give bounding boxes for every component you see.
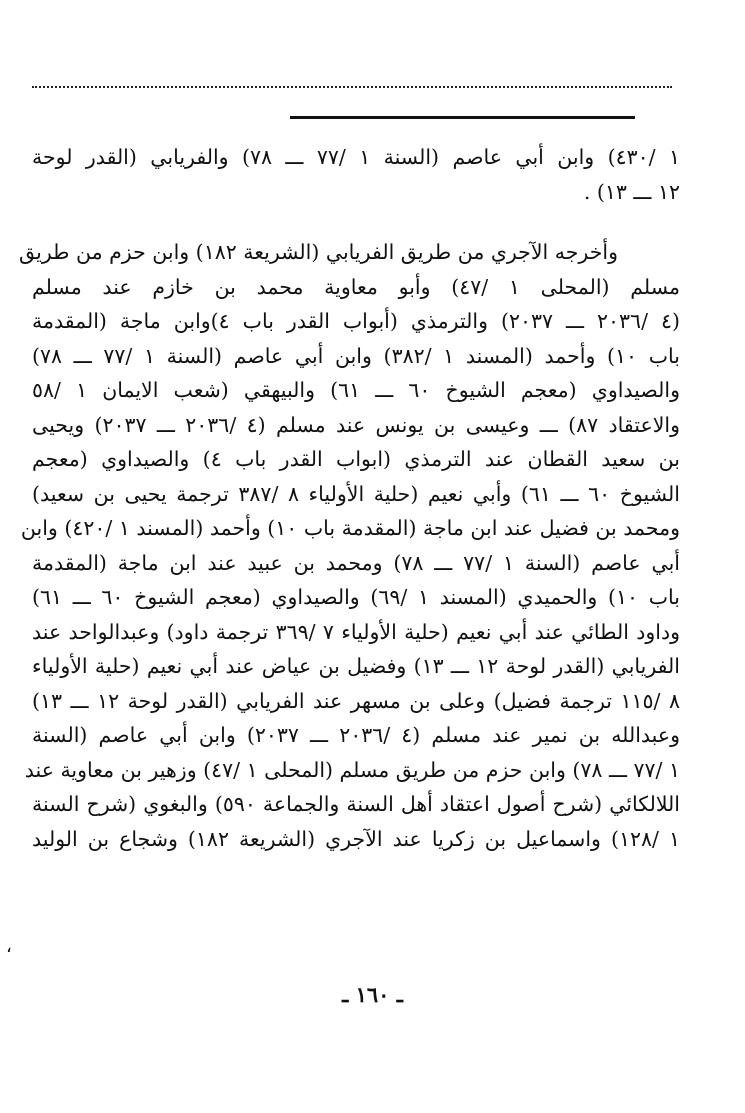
text-line: (٤ /٢٠٣٦ ـــ ٢٠٣٧) والترمذي (أبواب القدر باب ٤)وابن ماجة (المقدمة — [32, 309, 680, 333]
margin-mark: ، — [6, 936, 12, 957]
text-line: ١٢ ـــ ١٣) . — [583, 179, 680, 204]
text-line: وأخرجه الآجري من طريق الفريابي (الشريعة ١٨٢) وابن حزم من طريق — [19, 240, 618, 264]
text-line: اللالكائي (شرح أصول اعتقاد أهل السنة والجماعة ٥٩٠) والبغوي (شرح السنة — [32, 792, 680, 816]
text-line: الشيوخ ٦٠ ـــ ٦١) وأبي نعيم (حلية الأولياء ٨ /٣٨٧ ترجمة يحيى بن سعيد) — [32, 481, 680, 506]
main-text-block — [19, 140, 680, 856]
text-line: ١ /١٢٨) واسماعيل بن زكريا عند الآجري (الشريعة ١٨٢) وشجاع بن الوليد — [32, 826, 680, 851]
text-line: باب ١٠) والحميدي (المسند ١ /٦٩) والصيداوي (معجم الشيوخ ٦٠ ـــ ٦١) — [32, 585, 680, 609]
dotted-separator — [32, 86, 672, 88]
text-line: ١ /٧٧ ـــ ٧٨) وابن حزم من طريق مسلم (المحلى ١ /٤٧) وزهير بن معاوية عند — [24, 757, 680, 782]
text-line: أبي عاصم (السنة ١ /٧٧ ـــ ٧٨) ومحمد بن عبيد عند ابن ماجة (المقدمة — [32, 550, 680, 575]
paragraph-gap — [32, 209, 680, 235]
text-line: مسلم (المحلى ١ /٤٧) وأبو معاوية محمد بن خازم عند مسلم — [32, 274, 680, 299]
text-line: باب ١٠) وأحمد (المسند ١ /٣٨٢) وابن أبي عاصم (السنة ١ /٧٧ ـــ ٧٨) — [32, 343, 680, 368]
text-line: ١ /٤٣٠) وابن أبي عاصم (السنة ١ /٧٧ ـــ ٧٨) والفريابي (القدر لوحة — [32, 145, 680, 169]
page-number: ـ ١٦٠ ـ — [342, 982, 403, 1007]
text-line: ومحمد بن فضيل عند ابن ماجة (المقدمة باب ١٠) وأحمد (المسند ١ /٤٢٠) وابن — [20, 516, 680, 540]
solid-separator — [290, 116, 635, 119]
text-line: الفريابي (القدر لوحة ١٢ ـــ ١٣) وفضيل بن عياض عند أبي نعيم (حلية الأولياء — [32, 654, 680, 678]
text-line: وداود الطائي عند أبي نعيم (حلية الأولياء ٧ /٣٦٩ ترجمة داود) وعبدالواحد عند — [32, 619, 680, 644]
text-line: بن سعيد القطان عند الترمذي (ابواب القدر باب ٤) والصيداوي (معجم — [32, 447, 680, 471]
text-line: ٨ /١١٥ ترجمة فضيل) وعلى بن مسهر عند الفريابي (القدر لوحة ١٢ ـــ ١٣) — [32, 688, 680, 713]
text-line: والصيداوي (معجم الشيوخ ٦٠ ـــ ٦١) والبيهقي (شعب الايمان ١ /٥٨ — [32, 378, 680, 402]
text-line: وعبدالله بن نمير عند مسلم (٤ /٢٠٣٦ ـــ ٢٠٣٧) وابن أبي عاصم (السنة — [32, 723, 680, 747]
text-line: والاعتقاد ٨٧) ـــ وعيسى بن يونس عند مسلم (٤ /٢٠٣٦ ـــ ٢٠٣٧) ويحيى — [32, 412, 680, 437]
